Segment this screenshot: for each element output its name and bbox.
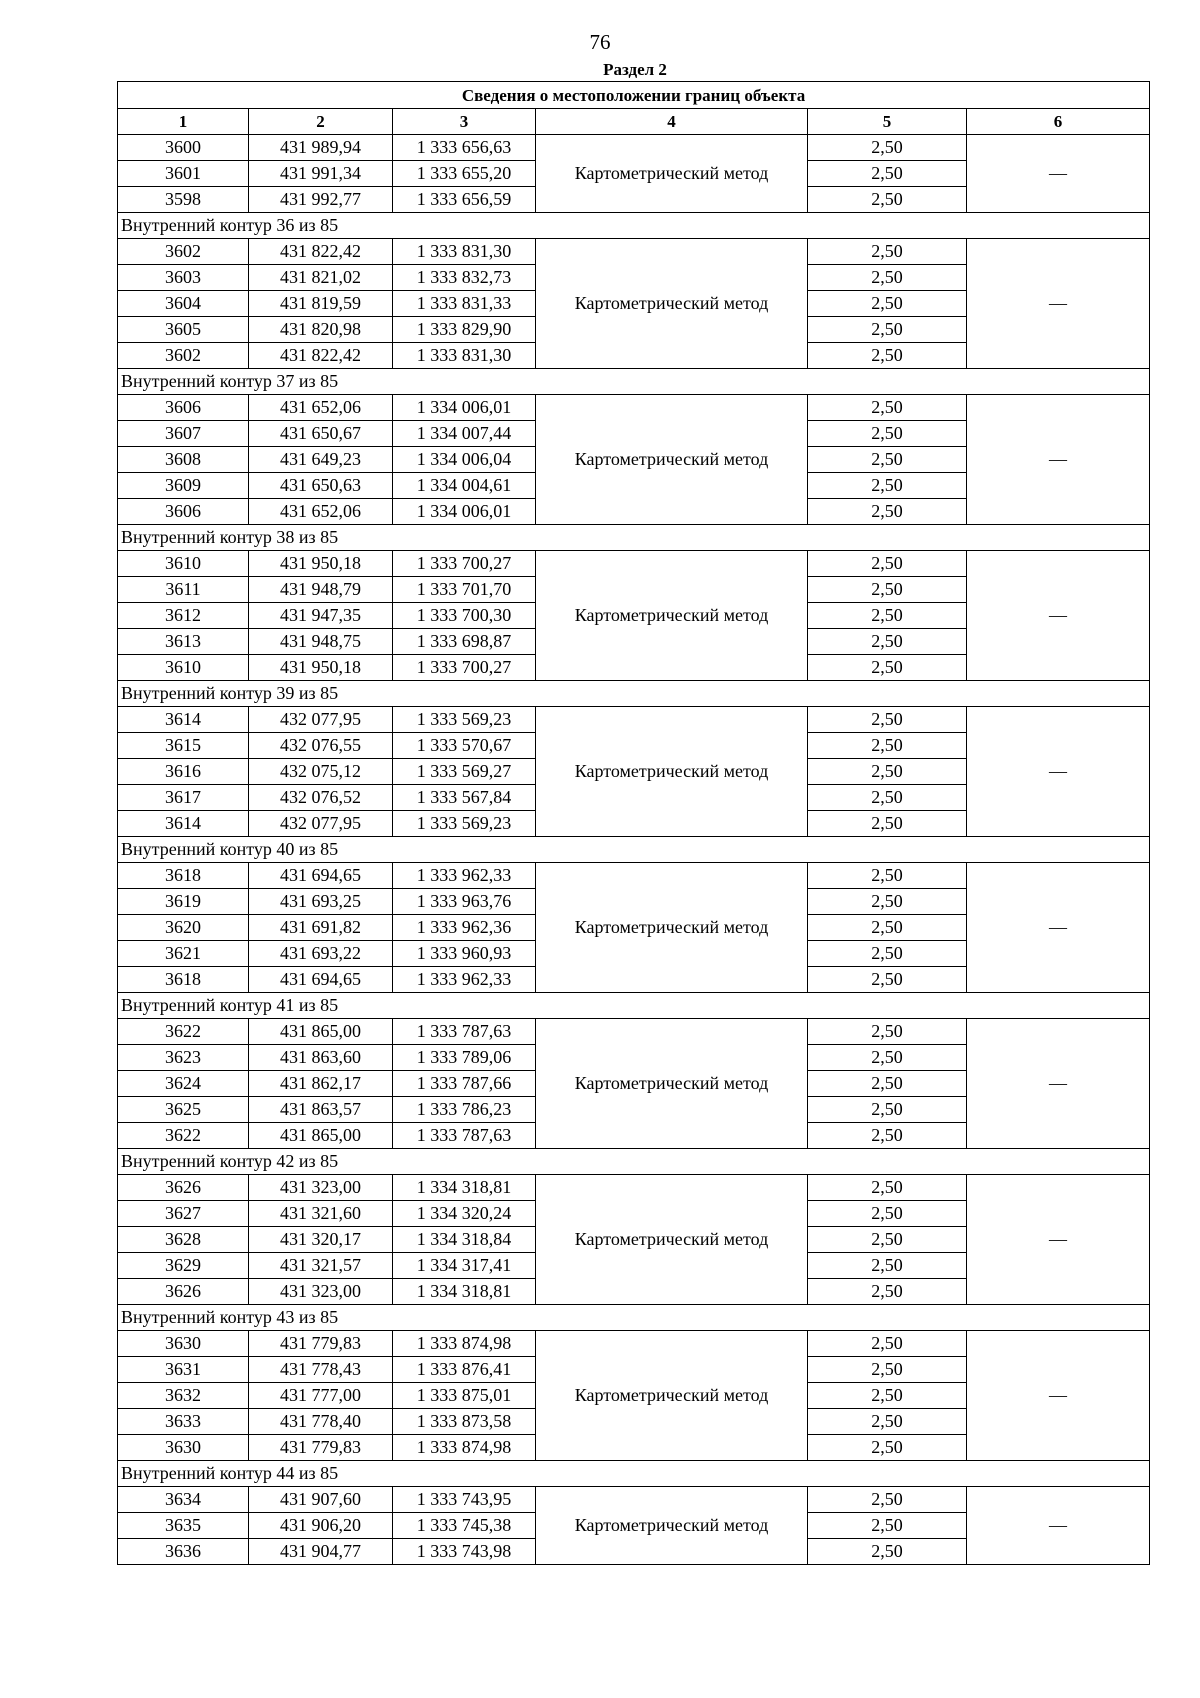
point-number: 3635	[118, 1513, 249, 1539]
page-number: 76	[589, 30, 611, 54]
coordinate-x: 431 693,22	[249, 941, 393, 967]
precision-value: 2,50	[808, 733, 967, 759]
precision-value: 2,50	[808, 1279, 967, 1305]
coordinate-y: 1 333 656,59	[393, 187, 536, 213]
table-body	[118, 135, 1150, 1565]
column-6-dash: —	[967, 1331, 1150, 1461]
coordinate-x: 431 862,17	[249, 1071, 393, 1097]
precision-value: 2,50	[808, 317, 967, 343]
column-header-1: 1	[118, 109, 249, 135]
precision-value: 2,50	[808, 421, 967, 447]
coordinate-y: 1 333 787,63	[393, 1123, 536, 1149]
method-cell: Картометрический метод	[536, 863, 808, 993]
coordinate-x: 431 649,23	[249, 447, 393, 473]
point-number: 3606	[118, 395, 249, 421]
point-number: 3611	[118, 577, 249, 603]
precision-value: 2,50	[808, 343, 967, 369]
precision-value: 2,50	[808, 1409, 967, 1435]
precision-value: 2,50	[808, 603, 967, 629]
coordinate-y: 1 333 569,23	[393, 811, 536, 837]
column-6-dash: —	[967, 863, 1150, 993]
point-number: 3626	[118, 1279, 249, 1305]
point-number: 3629	[118, 1253, 249, 1279]
column-6-dash: —	[967, 239, 1150, 369]
precision-value: 2,50	[808, 291, 967, 317]
precision-value: 2,50	[808, 1019, 967, 1045]
point-number: 3600	[118, 135, 249, 161]
precision-value: 2,50	[808, 473, 967, 499]
coordinate-y: 1 334 320,24	[393, 1201, 536, 1227]
point-number: 3630	[118, 1331, 249, 1357]
precision-value: 2,50	[808, 1331, 967, 1357]
coordinate-y: 1 334 317,41	[393, 1253, 536, 1279]
coordinate-y: 1 333 569,23	[393, 707, 536, 733]
precision-value: 2,50	[808, 161, 967, 187]
precision-value: 2,50	[808, 1201, 967, 1227]
table-row	[118, 1175, 1150, 1201]
contour-caption-row	[118, 1149, 1150, 1175]
coordinate-y: 1 333 875,01	[393, 1383, 536, 1409]
coordinate-x: 431 991,34	[249, 161, 393, 187]
point-number: 3633	[118, 1409, 249, 1435]
coordinate-x: 431 989,94	[249, 135, 393, 161]
coordinate-x: 431 777,00	[249, 1383, 393, 1409]
coordinate-x: 431 950,18	[249, 551, 393, 577]
point-number: 3598	[118, 187, 249, 213]
column-6-dash: —	[967, 1019, 1150, 1149]
contour-caption-row	[118, 837, 1150, 863]
table-title: Сведения о местоположении границ объекта	[118, 82, 1150, 109]
point-number: 3618	[118, 967, 249, 993]
precision-value: 2,50	[808, 1071, 967, 1097]
point-number: 3606	[118, 499, 249, 525]
point-number: 3607	[118, 421, 249, 447]
method-cell: Картометрический метод	[536, 135, 808, 213]
section-title: Раздел 2	[603, 60, 667, 79]
point-number: 3604	[118, 291, 249, 317]
precision-value: 2,50	[808, 447, 967, 473]
precision-value: 2,50	[808, 1097, 967, 1123]
coordinate-y: 1 334 318,81	[393, 1175, 536, 1201]
method-cell: Картометрический метод	[536, 239, 808, 369]
column-6-dash: —	[967, 395, 1150, 525]
coordinate-x: 431 904,77	[249, 1539, 393, 1565]
coordinate-x: 431 865,00	[249, 1019, 393, 1045]
coordinate-y: 1 333 787,66	[393, 1071, 536, 1097]
point-number: 3626	[118, 1175, 249, 1201]
contour-caption: Внутренний контур 42 из 85	[118, 1149, 1150, 1175]
coordinate-y: 1 333 829,90	[393, 317, 536, 343]
precision-value: 2,50	[808, 499, 967, 525]
contour-caption-row	[118, 681, 1150, 707]
table-row	[118, 1019, 1150, 1045]
point-number: 3612	[118, 603, 249, 629]
table-row	[118, 395, 1150, 421]
coordinate-x: 431 691,82	[249, 915, 393, 941]
coordinate-x: 431 693,25	[249, 889, 393, 915]
precision-value: 2,50	[808, 967, 967, 993]
contour-caption-row	[118, 1305, 1150, 1331]
coordinate-y: 1 333 655,20	[393, 161, 536, 187]
point-number: 3617	[118, 785, 249, 811]
contour-caption: Внутренний контур 40 из 85	[118, 837, 1150, 863]
coordinate-x: 431 992,77	[249, 187, 393, 213]
precision-value: 2,50	[808, 941, 967, 967]
coordinate-y: 1 333 745,38	[393, 1513, 536, 1539]
column-6-dash: —	[967, 1175, 1150, 1305]
point-number: 3628	[118, 1227, 249, 1253]
contour-caption-row	[118, 993, 1150, 1019]
point-number: 3625	[118, 1097, 249, 1123]
column-6-dash: —	[967, 1487, 1150, 1565]
coordinate-y: 1 333 831,30	[393, 239, 536, 265]
point-number: 3605	[118, 317, 249, 343]
table-title-row	[118, 82, 1150, 109]
column-header-5: 5	[808, 109, 967, 135]
coordinate-y: 1 333 960,93	[393, 941, 536, 967]
coordinate-y: 1 333 876,41	[393, 1357, 536, 1383]
point-number: 3608	[118, 447, 249, 473]
point-number: 3602	[118, 239, 249, 265]
coordinate-x: 432 076,55	[249, 733, 393, 759]
table-row	[118, 239, 1150, 265]
coordinate-y: 1 333 569,27	[393, 759, 536, 785]
coordinate-y: 1 334 006,01	[393, 395, 536, 421]
contour-caption: Внутренний контур 39 из 85	[118, 681, 1150, 707]
coordinate-x: 431 652,06	[249, 395, 393, 421]
table-row	[118, 551, 1150, 577]
table-row	[118, 707, 1150, 733]
column-header-4: 4	[536, 109, 808, 135]
contour-caption: Внутренний контур 38 из 85	[118, 525, 1150, 551]
precision-value: 2,50	[808, 1539, 967, 1565]
point-number: 3624	[118, 1071, 249, 1097]
method-cell: Картометрический метод	[536, 1331, 808, 1461]
contour-caption: Внутренний контур 41 из 85	[118, 993, 1150, 1019]
coordinate-x: 432 075,12	[249, 759, 393, 785]
coordinate-y: 1 333 743,95	[393, 1487, 536, 1513]
coordinate-y: 1 333 789,06	[393, 1045, 536, 1071]
coordinate-x: 431 865,00	[249, 1123, 393, 1149]
point-number: 3614	[118, 811, 249, 837]
point-number: 3610	[118, 551, 249, 577]
coordinate-x: 431 778,40	[249, 1409, 393, 1435]
coordinate-y: 1 333 963,76	[393, 889, 536, 915]
coordinate-x: 431 694,65	[249, 863, 393, 889]
point-number: 3620	[118, 915, 249, 941]
point-number: 3631	[118, 1357, 249, 1383]
coordinate-y: 1 333 832,73	[393, 265, 536, 291]
contour-caption-row	[118, 213, 1150, 239]
precision-value: 2,50	[808, 187, 967, 213]
coordinate-x: 431 779,83	[249, 1331, 393, 1357]
point-number: 3613	[118, 629, 249, 655]
coordinate-y: 1 333 831,33	[393, 291, 536, 317]
precision-value: 2,50	[808, 1435, 967, 1461]
point-number: 3615	[118, 733, 249, 759]
coordinate-x: 431 694,65	[249, 967, 393, 993]
contour-caption-row	[118, 369, 1150, 395]
precision-value: 2,50	[808, 1253, 967, 1279]
coordinate-x: 431 321,57	[249, 1253, 393, 1279]
point-number: 3630	[118, 1435, 249, 1461]
contour-caption: Внутренний контур 44 из 85	[118, 1461, 1150, 1487]
coordinate-x: 432 076,52	[249, 785, 393, 811]
coordinate-y: 1 333 962,33	[393, 863, 536, 889]
point-number: 3601	[118, 161, 249, 187]
table-row	[118, 863, 1150, 889]
coordinate-x: 431 779,83	[249, 1435, 393, 1461]
point-number: 3622	[118, 1123, 249, 1149]
precision-value: 2,50	[808, 551, 967, 577]
coordinate-y: 1 333 656,63	[393, 135, 536, 161]
point-number: 3616	[118, 759, 249, 785]
point-number: 3610	[118, 655, 249, 681]
precision-value: 2,50	[808, 629, 967, 655]
coordinate-y: 1 333 873,58	[393, 1409, 536, 1435]
coordinate-x: 432 077,95	[249, 811, 393, 837]
contour-caption-row	[118, 525, 1150, 551]
coordinate-x: 431 822,42	[249, 343, 393, 369]
coordinate-y: 1 333 787,63	[393, 1019, 536, 1045]
precision-value: 2,50	[808, 1513, 967, 1539]
precision-value: 2,50	[808, 1357, 967, 1383]
table-row	[118, 1331, 1150, 1357]
contour-caption: Внутренний контур 43 из 85	[118, 1305, 1150, 1331]
precision-value: 2,50	[808, 1175, 967, 1201]
precision-value: 2,50	[808, 811, 967, 837]
coordinate-y: 1 333 743,98	[393, 1539, 536, 1565]
precision-value: 2,50	[808, 785, 967, 811]
point-number: 3623	[118, 1045, 249, 1071]
coordinate-x: 431 652,06	[249, 499, 393, 525]
coordinate-x: 432 077,95	[249, 707, 393, 733]
coordinate-y: 1 333 874,98	[393, 1435, 536, 1461]
table-row	[118, 135, 1150, 161]
coordinate-x: 431 323,00	[249, 1279, 393, 1305]
precision-value: 2,50	[808, 395, 967, 421]
coordinate-y: 1 333 700,27	[393, 655, 536, 681]
table-row	[118, 1487, 1150, 1513]
column-6-dash: —	[967, 707, 1150, 837]
precision-value: 2,50	[808, 1487, 967, 1513]
precision-value: 2,50	[808, 1227, 967, 1253]
coordinate-y: 1 334 006,04	[393, 447, 536, 473]
method-cell: Картометрический метод	[536, 551, 808, 681]
coordinate-y: 1 333 962,33	[393, 967, 536, 993]
precision-value: 2,50	[808, 655, 967, 681]
coordinate-x: 431 320,17	[249, 1227, 393, 1253]
column-6-dash: —	[967, 135, 1150, 213]
coordinate-x: 431 650,63	[249, 473, 393, 499]
coordinate-x: 431 822,42	[249, 239, 393, 265]
contour-caption-row	[118, 1461, 1150, 1487]
point-number: 3609	[118, 473, 249, 499]
column-header-2: 2	[249, 109, 393, 135]
precision-value: 2,50	[808, 915, 967, 941]
point-number: 3632	[118, 1383, 249, 1409]
point-number: 3603	[118, 265, 249, 291]
coordinate-x: 431 778,43	[249, 1357, 393, 1383]
coordinate-y: 1 334 004,61	[393, 473, 536, 499]
column-header-3: 3	[393, 109, 536, 135]
coordinate-x: 431 950,18	[249, 655, 393, 681]
coordinate-y: 1 334 006,01	[393, 499, 536, 525]
coordinate-y: 1 334 318,84	[393, 1227, 536, 1253]
coordinate-x: 431 948,75	[249, 629, 393, 655]
precision-value: 2,50	[808, 265, 967, 291]
precision-value: 2,50	[808, 889, 967, 915]
coordinate-x: 431 321,60	[249, 1201, 393, 1227]
precision-value: 2,50	[808, 1123, 967, 1149]
coordinate-y: 1 333 786,23	[393, 1097, 536, 1123]
coordinate-y: 1 333 874,98	[393, 1331, 536, 1357]
coordinate-x: 431 820,98	[249, 317, 393, 343]
coordinate-y: 1 333 570,67	[393, 733, 536, 759]
precision-value: 2,50	[808, 759, 967, 785]
method-cell: Картометрический метод	[536, 1487, 808, 1565]
point-number: 3622	[118, 1019, 249, 1045]
coordinate-y: 1 333 962,36	[393, 915, 536, 941]
precision-value: 2,50	[808, 577, 967, 603]
coordinate-x: 431 948,79	[249, 577, 393, 603]
precision-value: 2,50	[808, 863, 967, 889]
coordinate-x: 431 650,67	[249, 421, 393, 447]
point-number: 3602	[118, 343, 249, 369]
coordinate-x: 431 906,20	[249, 1513, 393, 1539]
precision-value: 2,50	[808, 1383, 967, 1409]
contour-caption: Внутренний контур 37 из 85	[118, 369, 1150, 395]
coordinate-y: 1 333 700,30	[393, 603, 536, 629]
point-number: 3618	[118, 863, 249, 889]
coordinate-x: 431 863,57	[249, 1097, 393, 1123]
coordinate-y: 1 333 698,87	[393, 629, 536, 655]
point-number: 3614	[118, 707, 249, 733]
precision-value: 2,50	[808, 239, 967, 265]
point-number: 3627	[118, 1201, 249, 1227]
coordinate-y: 1 333 567,84	[393, 785, 536, 811]
coordinate-x: 431 819,59	[249, 291, 393, 317]
coordinate-y: 1 333 831,30	[393, 343, 536, 369]
coordinate-x: 431 947,35	[249, 603, 393, 629]
method-cell: Картометрический метод	[536, 395, 808, 525]
coordinate-x: 431 323,00	[249, 1175, 393, 1201]
coordinate-x: 431 821,02	[249, 265, 393, 291]
method-cell: Картометрический метод	[536, 707, 808, 837]
point-number: 3621	[118, 941, 249, 967]
column-6-dash: —	[967, 551, 1150, 681]
column-number-row	[118, 109, 1150, 135]
method-cell: Картометрический метод	[536, 1175, 808, 1305]
point-number: 3619	[118, 889, 249, 915]
boundary-coordinates-table	[117, 81, 1150, 1565]
contour-caption: Внутренний контур 36 из 85	[118, 213, 1150, 239]
precision-value: 2,50	[808, 707, 967, 733]
coordinate-x: 431 863,60	[249, 1045, 393, 1071]
coordinate-y: 1 333 700,27	[393, 551, 536, 577]
coordinate-y: 1 334 007,44	[393, 421, 536, 447]
method-cell: Картометрический метод	[536, 1019, 808, 1149]
coordinate-y: 1 333 701,70	[393, 577, 536, 603]
precision-value: 2,50	[808, 1045, 967, 1071]
coordinate-y: 1 334 318,81	[393, 1279, 536, 1305]
point-number: 3634	[118, 1487, 249, 1513]
column-header-6: 6	[967, 109, 1150, 135]
coordinate-x: 431 907,60	[249, 1487, 393, 1513]
precision-value: 2,50	[808, 135, 967, 161]
point-number: 3636	[118, 1539, 249, 1565]
